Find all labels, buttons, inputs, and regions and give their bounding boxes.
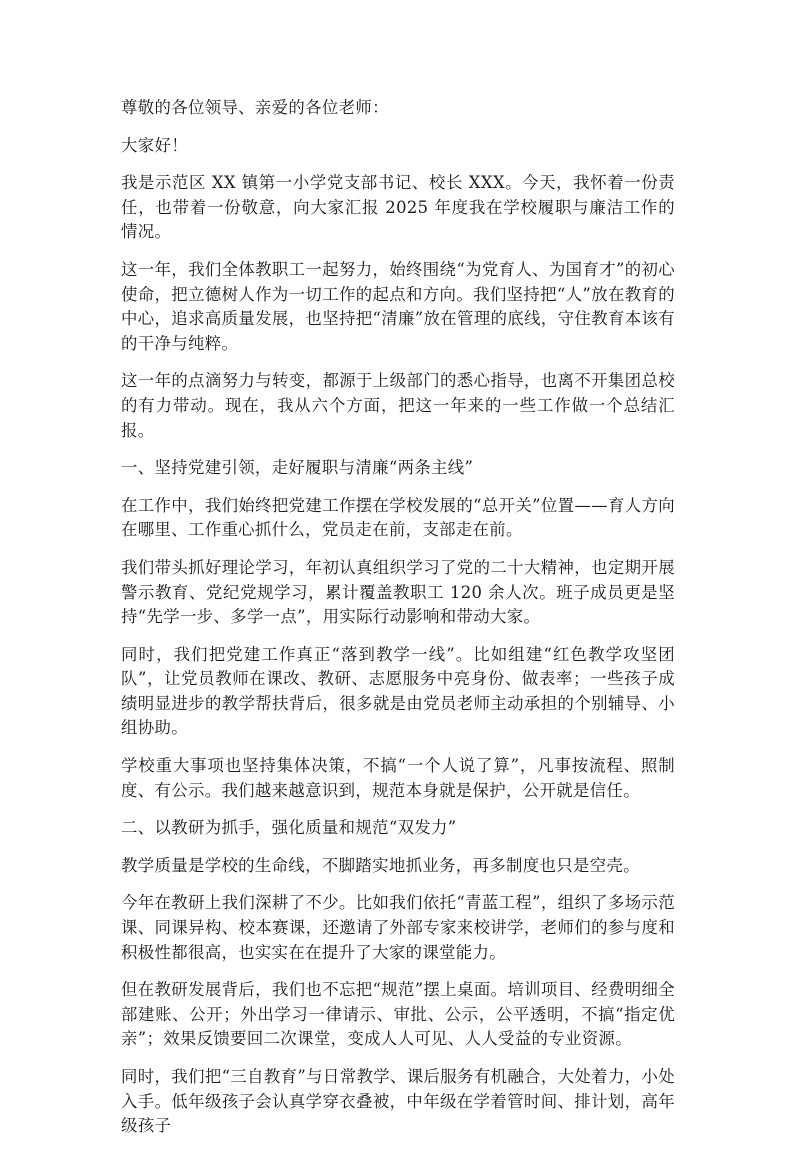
section-paragraph: 同时，我们把“三自教育”与日常教学、课后服务有机融合，大处着力，小处入手。低年级孩子会认真学穿衣叠被，中年级在学着管时间、排计划，高年级孩子 [121, 1067, 675, 1136]
section-paragraph: 但在教研发展背后，我们也不忘把“规范”摆上桌面。培训项目、经费明细全部建账、公开；外出学习一律请示、审批、公示，公平透明，不搞“指定优亲”；效果反馈要回二次课堂，变成人人可见、人人受益的专业资源。 [121, 980, 675, 1049]
section-paragraph: 在工作中，我们始终把党建工作摆在学校发展的“总开关”位置——育人方向在哪里、工作重心抓什么，党员走在前，支部走在前。 [121, 495, 675, 540]
intro-paragraph: 这一年的点滴努力与转变，都源于上级部门的悉心指导，也离不开集团总校的有力带动。现在，我从六个方面，把这一年来的一些工作做一个总结汇报。 [121, 371, 675, 440]
section-paragraph: 教学质量是学校的生命线，不脚踏实地抓业务，再多制度也只是空壳。 [121, 855, 640, 875]
intro-paragraph: 这一年，我们全体教职工一起努力，始终围绕“为党育人、为国育才”的初心使命，把立德树人作为一切工作的起点和方向。我们坚持把“人”放在教育的中心，追求高质量发展，也坚持把“清廉”放在管理的底线，守住教育本该有的干净与纯粹。 [121, 259, 675, 353]
section-heading: 二、以教研为抓手，强化质量和规范“双发力” [121, 818, 457, 838]
section-heading: 一、坚持党建引领，走好履职与清廉“两条主线” [121, 458, 474, 478]
section-paragraph: 学校重大事项也坚持集体决策，不搞“一个人说了算”，凡事按流程、照制度、有公示。我们越来越意识到，规范本身就是保护，公开就是信任。 [121, 756, 675, 800]
salutation: 尊敬的各位领导、亲爱的各位老师： [121, 98, 389, 117]
section-paragraph: 我们带头抓好理论学习，年初认真组织学习了党的二十大精神，也定期开展警示教育、党纪党规学习，累计覆盖教职工 120 余人次。班子成员更是坚持“先学一步、多学一点”，用实际行动影响和带动大家。 [121, 557, 675, 627]
intro-paragraph: 我是示范区 XX 镇第一小学党支部书记、校长 XXX。今天，我怀着一份责任，也带着一份敬意，向大家汇报 2025 年度我在学校履职与廉洁工作的情况。 [121, 173, 675, 242]
document-page [121, 96, 675, 1152]
greeting: 大家好！ [121, 135, 188, 155]
section-paragraph: 今年在教研上我们深耕了不少。比如我们依托“青蓝工程”，组织了多场示范课、同课异构、校本赛课，还邀请了外部专家来校讲学，老师们的参与度和积极性都很高，也实实在在提升了大家的课堂能力。 [121, 893, 675, 962]
section-paragraph: 同时，我们把党建工作真正“落到教学一线”。比如组建“红色教学攻坚团队”，让党员教师在课改、教研、志愿服务中亮身份、做表率；一些孩子成绩明显进步的教学帮扶背后，很多就是由党员老师主动承担的个别辅导、小组协助。 [121, 644, 675, 738]
